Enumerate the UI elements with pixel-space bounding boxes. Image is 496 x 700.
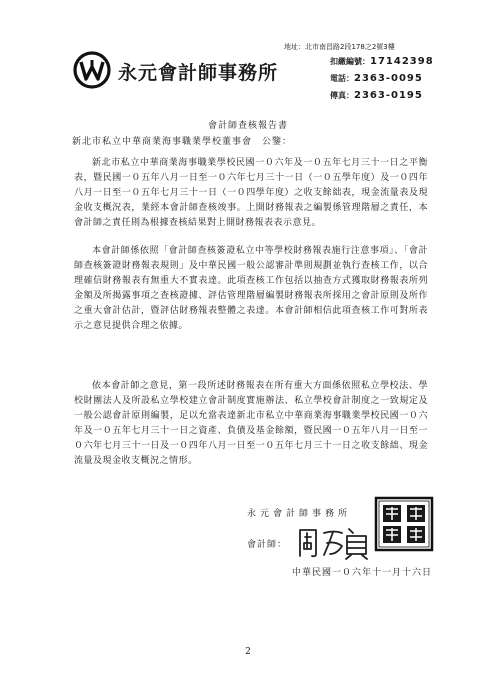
phone-line: [330, 73, 423, 84]
accountant-label: 會計師：: [247, 540, 288, 550]
tax-id-line: [330, 56, 434, 67]
tax-id-label: 扣繳編號：: [330, 57, 370, 66]
firm-address: 地址：北市南昌路2段178之2號3樓: [284, 43, 395, 51]
firm-name: 永元會計師事務所: [118, 62, 279, 84]
report-paragraph-basis: 本會計師係依照「會計師查核簽證私立中等學校財務報表施行注意事項」、「會計師查核簽證財務報表規則」及中華民國一般公認審計準則規劃並執行查核工作，以合理確信財務報表有無重大不實表達。此項查核工作包括以抽查方式獲取財務報表所列金額及所揭露事項之查核證據、評估管理階層編製財務報表所採用之會計原則及所作之重大會計估計，暨評估財務報表整體之表達。本會計師相信此項查核工作可對所表示之意見提供合理之依據。: [74, 246, 428, 331]
report-paragraph-opinion: 依本會計師之意見，第一段所述財務報表在所有重大方面係依照私立學校法、學校財團法人及所設私立學校建立會計制度實施辦法、私立學校會計制度之一致規定及一般公認會計原則編製，足以允當表達新北市私立中華商業海事職業學校民國一０六年及一０五年七月三十一日之資產、負債及基金餘額，暨民國一０五年八月一日至一０六年七月三十一日及一０四年八月一日至一０五年七月三十一日之收支餘絀、現金流量及現金收支概況之情形。: [74, 381, 428, 466]
report-date: 中華民國一０六年十一月十六日: [292, 568, 433, 578]
fax-label: 傳真：: [330, 91, 354, 100]
fax-line: [330, 90, 423, 101]
tax-id-value: 17142398: [370, 56, 434, 67]
fax-value: 2363-0195: [354, 90, 423, 101]
firm-logo-icon: [72, 50, 112, 90]
page-number: 2: [245, 647, 251, 657]
signature-firm-name: 永元會計師事務所: [247, 509, 352, 519]
handwritten-signature-icon: [296, 524, 374, 560]
report-paragraph-scope: 新北市私立中華商業海事職業學校民國一０六年及一０五年七月三十一日之平衡表，暨民國一０五年八月一日至一０六年七月三十一日（一０五學年度）及一０四年八月一日至一０五年七月三十一日（一０四學年度）之收支餘絀表，現金流量表及現金收支概況表，業經本會計師查核竣事。上開財務報表之編製係管理階層之責任，本會計師之責任則為根據查核結果對上開財務報表表示意見。: [74, 158, 428, 228]
phone-label: 電話：: [330, 74, 354, 83]
report-addressee: 新北市私立中華商業海事職業學校董事會 公鑒：: [72, 137, 293, 147]
report-title: 會計師查核報告書: [207, 121, 288, 131]
accountant-seal-icon: [374, 496, 434, 552]
phone-value: 2363-0095: [354, 73, 423, 84]
